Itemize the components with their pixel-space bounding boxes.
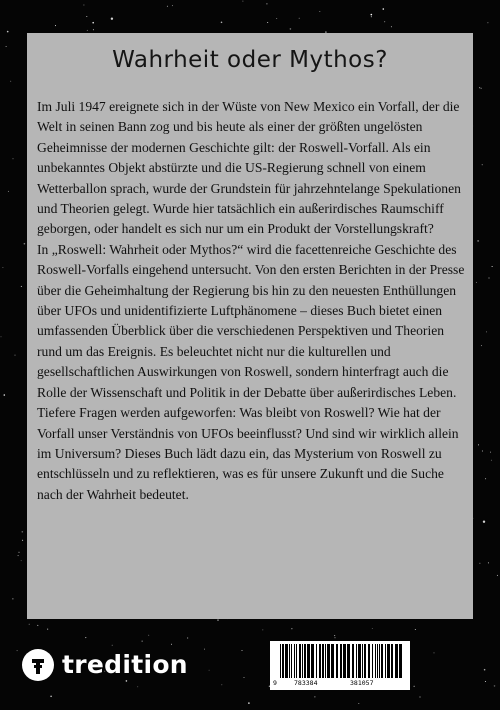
tredition-logo-icon bbox=[22, 649, 54, 681]
barcode-digit-group: 9 bbox=[273, 679, 277, 687]
paragraph: In „Roswell: Wahrheit oder Mythos?“ wird die facettenreiche Geschichte des Roswell-Vorfalls eingehend untersucht. Von den ersten Berichten in der Presse über die Geheimhaltung der Regierung bis hin zu den neuesten Enthüllungen über UFOs und unidentifizierte Luftphänomene – dieses Buch bietet einen umfassenden Überblick über die verschiedenen Perspektiven und Theorien rund um das Ereignis. Es beleuchtet nicht nur die kulturellen und gesellschaftlichen Auswirkungen von Roswell, sondern hinterfragt auch die Rolle der Wissenschaft und Politik in der Debatte über außerirdisches Leben. bbox=[37, 241, 465, 400]
barcode-number bbox=[270, 679, 410, 689]
paragraph: Tiefere Fragen werden aufgeworfen: Was bleibt von Roswell? Wie hat der Vorfall unser Verständnis von UFOs beeinflusst? Und sind wir wirklich allein im Universum? Dieses Buch lädt dazu ein, das Mysterium von Roswell zu entschlüsseln und zu reflektieren, was es für unsere Zukunft und die Suche nach der Wahrheit bedeutet. bbox=[37, 405, 459, 502]
barcode-digit-group: 783384 bbox=[294, 679, 318, 687]
description-text bbox=[37, 97, 467, 505]
isbn-barcode bbox=[270, 641, 410, 690]
cover-title: Wahrheit oder Mythos? bbox=[112, 47, 388, 73]
barcode-digit-group: 381057 bbox=[350, 679, 374, 687]
publisher-logo bbox=[22, 648, 188, 682]
paragraph: Im Juli 1947 ereignete sich in der Wüste von New Mexico ein Vorfall, der die Welt in seinen Bann zog und bis heute als einer der größten ungelösten Geheimnisse der modernen Geschichte gilt: der Roswell-Vorfall. Als ein unbekanntes Objekt abstürzte und die US-Regierung schnell von einem Wetterballon sprach, wurde der Grundstein für jahrzehntelange Spekulationen und Theorien gelegt. Wurde hier tatsächlich ein außerirdisches Raumschiff geborgen, oder handelt es sich nur um ein Produkt der Vorstellungskraft? bbox=[37, 99, 461, 237]
publisher-name: tredition bbox=[62, 650, 188, 679]
description-panel bbox=[27, 33, 473, 619]
